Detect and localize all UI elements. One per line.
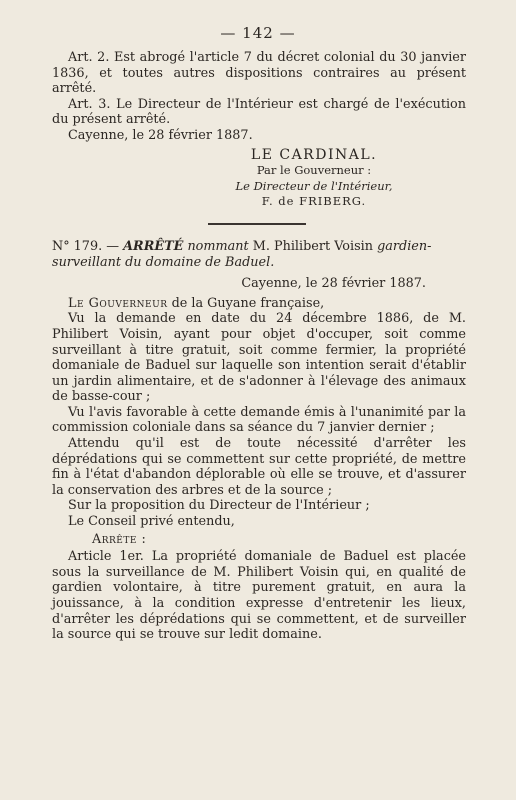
title-dash: — bbox=[106, 238, 120, 254]
article-1 bbox=[52, 549, 466, 643]
nommant-word: nommant bbox=[187, 238, 249, 254]
appointee-name: M. Philibert Voisin bbox=[252, 238, 373, 254]
article-3: Art. 3. Le Directeur de l'Intérieur est chargé de l'exécution du présent arrêté. bbox=[52, 96, 466, 128]
gouverneur-line bbox=[52, 296, 466, 312]
signature: LE CARDINAL. bbox=[250, 146, 378, 163]
arrete-place-date: Cayenne, le 28 février 1887. bbox=[241, 276, 426, 292]
gouverneur-rest: de la Guyane française, bbox=[171, 295, 325, 311]
title-rest: gardien-surveillant du domaine de Baduel. bbox=[52, 238, 432, 270]
article-2: Art. 2. Est abrogé l'article 7 du décret colonial du 30 janvier 1836, et toutes autres dispositions contraires au présent arrêté. bbox=[52, 50, 466, 97]
arrete-number: N° 179. bbox=[52, 238, 103, 254]
director-title: Le Directeur de l'Intérieur, bbox=[235, 178, 393, 193]
proposition: Sur la proposition du Directeur de l'Intérieur ; bbox=[68, 498, 370, 514]
place-date: Cayenne, le 28 février 1887. bbox=[68, 127, 253, 143]
article-1-label: Article 1er. bbox=[68, 549, 144, 565]
par-le-gouverneur: Par le Gouverneur : bbox=[256, 163, 372, 178]
page-number: — 142 — bbox=[220, 24, 296, 42]
director-name: F. de FRIBERG. bbox=[261, 194, 367, 209]
separator-rule bbox=[208, 223, 306, 225]
attendu: Attendu qu'il est de toute nécessité d'arrêter les déprédations qui se commettent sur cette propriété, de mettre fin à l'état d'abandon déplorable où elle se trouve, et d'assurer la conservation des arbres et de la source ; bbox=[52, 436, 466, 498]
vu-avis: Vu l'avis favorable à cette demande émis à l'unanimité par la commission coloniale dans sa séance du 7 janvier dernier ; bbox=[52, 404, 466, 436]
article-1-text: La propriété domaniale de Baduel est placée sous la surveillance de M. Philibert Voisin qui, en qualité de gardien volontaire, à titre purement gratuit, en aura la jouissance, à la condition expresse d'entretenir les lieux, d'arrêter les déprédations qui se commettent, et de surveiller la source qui se trouve sur ledit domaine. bbox=[52, 549, 467, 643]
arrete-word: ARRÊTÉ bbox=[123, 238, 184, 254]
gouverneur-label: Le Gouverneur bbox=[68, 295, 168, 311]
conseil: Le Conseil privé entendu, bbox=[68, 514, 235, 530]
arrete-title bbox=[52, 239, 466, 270]
arrete-heading: Arrête : bbox=[92, 531, 147, 547]
page-body bbox=[52, 50, 466, 643]
vu-demande: Vu la demande en date du 24 décembre 1886, de M. Philibert Voisin, ayant pour objet d'occuper, soit comme surveillant à titre gratuit, soit comme fermier, la propriété domaniale de Baduel sur laquelle son intention serait d'établir un jardin alimentaire, et de s'adonner à l'élevage des animaux de basse-cour ; bbox=[52, 311, 466, 405]
